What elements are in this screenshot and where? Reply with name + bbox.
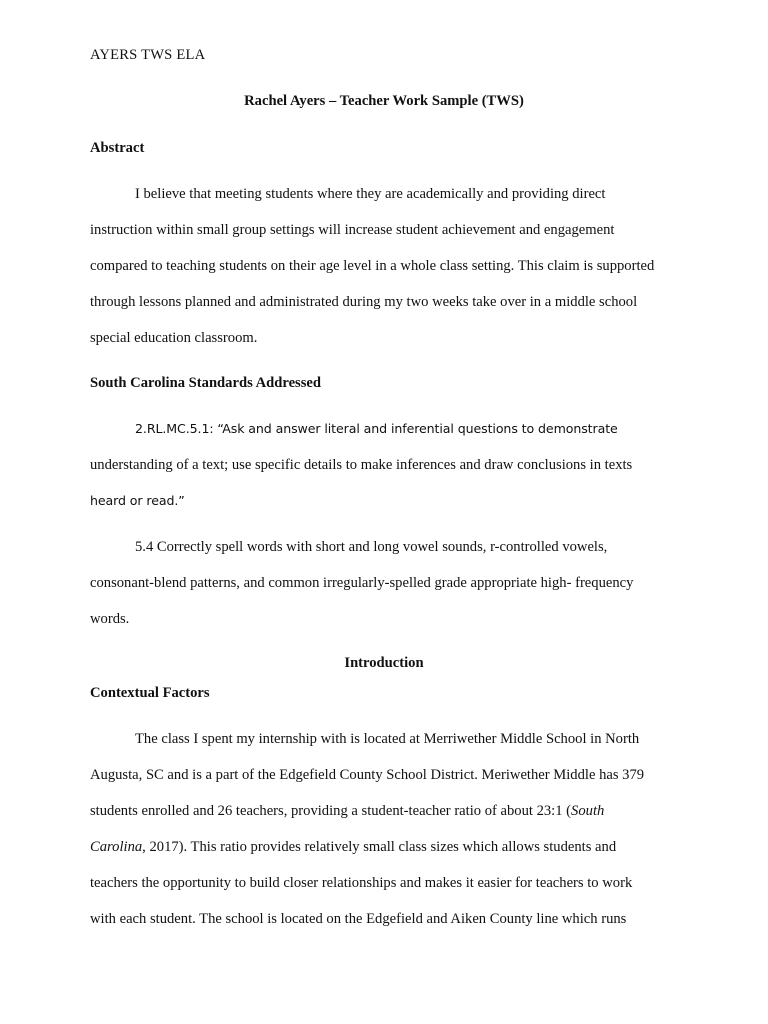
abstract-line: special education classroom. (90, 330, 258, 346)
context-text: students enrolled and 26 teachers, providing a student-teacher ratio of about 23:1 ( (90, 803, 572, 819)
standard-1-line: heard or read.” (90, 493, 185, 508)
standard-2-line: 5.4 Correctly spell words with short and long vowel sounds, r-controlled vowels, (135, 539, 608, 555)
standard-1-line: 2.RL.MC.5.1: “Ask and answer literal and inferential questions to demonstrate (135, 421, 618, 436)
context-text: , 2017). This ratio provides relatively small class sizes which allows students and (142, 839, 617, 855)
abstract-line: compared to teaching students on their age level in a whole class setting. This claim is supported (90, 258, 655, 274)
abstract-line: through lessons planned and administrated during my two weeks take over in a middle school (90, 294, 638, 310)
standard-2-paragraph (90, 529, 678, 637)
abstract-line: instruction within small group settings will increase student achievement and engagement (90, 222, 615, 238)
citation-source: Carolina (90, 839, 143, 855)
standard-2-line: consonant-blend patterns, and common irregularly-spelled grade appropriate high- frequency (90, 575, 634, 591)
standard-1-paragraph (90, 411, 678, 519)
abstract-heading: Abstract (90, 140, 145, 156)
document-title: Rachel Ayers – Teacher Work Sample (TWS) (244, 93, 524, 109)
context-line (90, 793, 678, 829)
contextual-factors-heading: Contextual Factors (90, 685, 210, 701)
running-head: AYERS TWS ELA (90, 47, 206, 63)
context-line: with each student. The school is located on the Edgefield and Aiken County line which runs (90, 911, 627, 927)
introduction-heading: Introduction (344, 655, 424, 671)
context-line (90, 829, 678, 865)
context-line: teachers the opportunity to build closer relationships and makes it easier for teachers to work (90, 875, 633, 891)
contextual-factors-paragraph (90, 721, 678, 937)
context-line: The class I spent my internship with is located at Merriwether Middle School in North (135, 731, 640, 747)
context-line: Augusta, SC and is a part of the Edgefield County School District. Meriwether Middle has 379 (90, 767, 645, 783)
citation-source: South (571, 803, 605, 819)
standards-heading: South Carolina Standards Addressed (90, 375, 322, 391)
abstract-line: I believe that meeting students where they are academically and providing direct (135, 186, 606, 202)
abstract-paragraph (90, 176, 678, 356)
standard-2-line: words. (90, 611, 130, 627)
standard-1-line: understanding of a text; use specific details to make inferences and draw conclusions in texts (90, 457, 633, 473)
